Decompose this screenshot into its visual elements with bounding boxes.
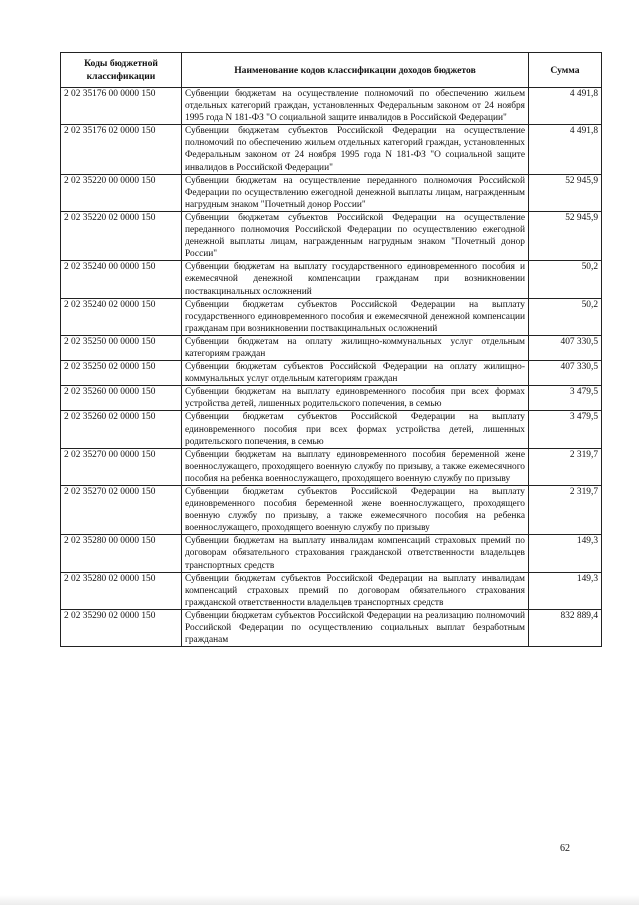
row-sum-cell: 407 330,5 <box>529 335 602 360</box>
row-sum-cell: 50,2 <box>529 261 602 298</box>
table-row <box>61 609 602 646</box>
table-row <box>61 298 602 335</box>
table-row <box>61 486 602 535</box>
row-name-cell: Субвенции бюджетам субъектов Российской Федерации на оплату жилищно-коммунальных услуг отдельным категориям граждан <box>182 361 529 386</box>
row-name-cell: Субвенции бюджетам субъектов Российской Федерации на выплату единовременного пособия при всех формах устройства детей, лишенных родительского попечения, в семью <box>182 411 529 448</box>
table-row <box>61 88 602 125</box>
table-row <box>61 386 602 411</box>
row-sum-cell: 149,3 <box>529 572 602 609</box>
row-sum-cell: 407 330,5 <box>529 361 602 386</box>
row-code-cell: 2 02 35240 00 0000 150 <box>61 261 182 298</box>
table-row <box>61 448 602 485</box>
row-sum-cell: 2 319,7 <box>529 448 602 485</box>
row-sum-cell: 832 889,4 <box>529 609 602 646</box>
table-row <box>61 411 602 448</box>
row-name-cell: Субвенции бюджетам субъектов Российской Федерации на осуществление переданного полномочия Российской Федерации по осуществлению ежегодной денежной выплаты лицам, награжденным нагрудным знаком "Почетный донор России" <box>182 211 529 260</box>
row-code-cell: 2 02 35280 00 0000 150 <box>61 535 182 572</box>
row-sum-cell: 50,2 <box>529 298 602 335</box>
scan-edge-shadow <box>0 895 639 905</box>
row-name-cell: Субвенции бюджетам на выплату государственного единовременного пособия и ежемесячной денежной компенсации гражданам при возникновении поствакцинальных осложнений <box>182 261 529 298</box>
row-name-cell: Субвенции бюджетам на осуществление переданного полномочия Российской Федерации по осуществлению ежегодной денежной выплаты лицам, награжденным нагрудным знаком "Почетный донор России" <box>182 174 529 211</box>
row-code-cell: 2 02 35250 02 0000 150 <box>61 361 182 386</box>
row-name-cell: Субвенции бюджетам на выплату единовременного пособия беременной жене военнослужащего, проходящего военную службу по призыву, а также ежемесячного пособия на ребенка военнослужащего, проходящего военную службу по призыву <box>182 448 529 485</box>
row-code-cell: 2 02 35280 02 0000 150 <box>61 572 182 609</box>
page-number: 62 <box>560 843 570 854</box>
row-code-cell: 2 02 35176 00 0000 150 <box>61 88 182 125</box>
row-sum-cell: 149,3 <box>529 535 602 572</box>
row-name-cell: Субвенции бюджетам на оплату жилищно-коммунальных услуг отдельным категориям граждан <box>182 335 529 360</box>
table-row <box>61 335 602 360</box>
row-sum-cell: 3 479,5 <box>529 386 602 411</box>
row-code-cell: 2 02 35220 02 0000 150 <box>61 211 182 260</box>
row-sum-cell: 52 945,9 <box>529 211 602 260</box>
row-name-cell: Субвенции бюджетам на осуществление полномочий по обеспечению жильем отдельных категорий граждан, установленных Федеральным законом от 24 ноября 1995 года N 181-ФЗ "О социальной защите инвалидов в Российской Федерации" <box>182 88 529 125</box>
row-name-cell: Субвенции бюджетам на выплату инвалидам компенсаций страховых премий по договорам обязательного страхования гражданской ответственности владельцев транспортных средств <box>182 535 529 572</box>
row-code-cell: 2 02 35260 02 0000 150 <box>61 411 182 448</box>
table-row <box>61 535 602 572</box>
row-name-cell: Субвенции бюджетам субъектов Российской Федерации на осуществление полномочий по обеспечению жильем отдельных категорий граждан, установленных Федеральным законом от 24 ноября 1995 года N 181-ФЗ "О социальной защите инвалидов в Российской Федерации" <box>182 125 529 174</box>
row-name-cell: Субвенции бюджетам на выплату единовременного пособия при всех формах устройства детей, лишенных родительского попечения, в семью <box>182 386 529 411</box>
header-name: Наименование кодов классификации доходов бюджетов <box>182 53 529 88</box>
header-code: Коды бюджетной классификации <box>61 53 182 88</box>
table-row <box>61 572 602 609</box>
row-name-cell: Субвенции бюджетам субъектов Российской Федерации на выплату инвалидам компенсаций страховых премий по договорам обязательного страхования гражданской ответственности владельцев транспортных средств <box>182 572 529 609</box>
row-code-cell: 2 02 35270 02 0000 150 <box>61 486 182 535</box>
table-row <box>61 361 602 386</box>
row-code-cell: 2 02 35240 02 0000 150 <box>61 298 182 335</box>
row-sum-cell: 4 491,8 <box>529 125 602 174</box>
table-header <box>61 53 602 88</box>
row-name-cell: Субвенции бюджетам субъектов Российской Федерации на выплату государственного единовременного пособия и ежемесячной денежной компенсации гражданам при возникновении поствакцинальных осложнений <box>182 298 529 335</box>
row-sum-cell: 52 945,9 <box>529 174 602 211</box>
row-name-cell: Субвенции бюджетам субъектов Российской Федерации на выплату единовременного пособия беременной жене военнослужащего, проходящего военную службу по призыву, а также ежемесячного пособия на ребенка военнослужащего, проходящего военную службу по призыву <box>182 486 529 535</box>
row-sum-cell: 3 479,5 <box>529 411 602 448</box>
table-row <box>61 211 602 260</box>
row-code-cell: 2 02 35250 00 0000 150 <box>61 335 182 360</box>
budget-classification-table <box>60 52 602 647</box>
row-code-cell: 2 02 35220 00 0000 150 <box>61 174 182 211</box>
row-sum-cell: 4 491,8 <box>529 88 602 125</box>
table-row <box>61 174 602 211</box>
row-name-cell: Субвенции бюджетам субъектов Российской Федерации на реализацию полномочий Российской Федерации по осуществлению социальных выплат безработным гражданам <box>182 609 529 646</box>
header-row <box>61 53 602 88</box>
row-sum-cell: 2 319,7 <box>529 486 602 535</box>
row-code-cell: 2 02 35176 02 0000 150 <box>61 125 182 174</box>
table-row <box>61 125 602 174</box>
row-code-cell: 2 02 35290 02 0000 150 <box>61 609 182 646</box>
header-sum: Сумма <box>529 53 602 88</box>
table-body <box>61 88 602 647</box>
table-row <box>61 261 602 298</box>
row-code-cell: 2 02 35270 00 0000 150 <box>61 448 182 485</box>
row-code-cell: 2 02 35260 00 0000 150 <box>61 386 182 411</box>
